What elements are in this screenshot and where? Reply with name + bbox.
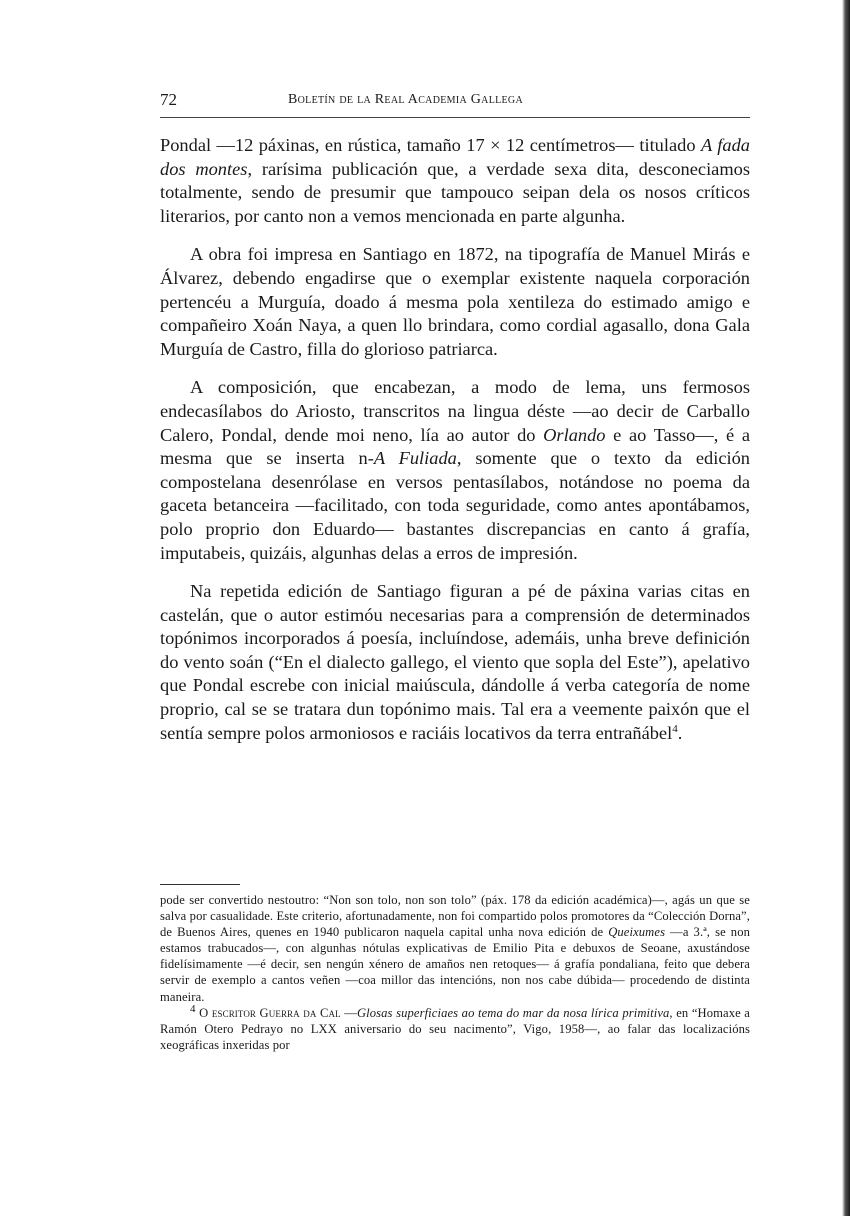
paragraph-4-end: . [677, 722, 683, 743]
paragraph-3-text-c: , somente que o texto da edición compostelana desenrólase en versos pentasílabos, notándose no poema da gaceta betanceira —facilitado, con toda seguridade, como antes apontábamos, polo proprio don Eduardo— bastantes discrepancias en canto á grafía, imputabeis, quizáis, algunhas delas a erros de impresión. [160, 448, 751, 563]
footnote-4 [160, 1002, 750, 1053]
body-text [160, 134, 750, 760]
title-queixumes: Queixumes [608, 925, 666, 940]
title-a-fada-dos-montes: A fada dos montes [160, 135, 750, 179]
page-header [160, 90, 750, 114]
footnote-4-separator: — [340, 1005, 357, 1020]
title-orlando: Orlando [543, 424, 606, 445]
footnotes [160, 892, 750, 1053]
page-number: 72 [160, 90, 177, 109]
title-a-fuliada: A Fuliada [373, 448, 457, 469]
paragraph-4 [160, 580, 750, 745]
footnote-rule [160, 884, 240, 885]
footnote-4-rest: , en “Homaxe a Ramón Otero Pedrayo no LXX aniversario do seu nacimento”, Vigo, 1958—, ao falar das localizacións xeográficas inxeridas por [160, 1005, 750, 1052]
footnote-continued-text-a: pode ser convertido nestoutro: “Non son tolo, non son tolo” (páx. 178 da edición académica)—, agás un que se salva por casualidade. Este criterio, afortunadamente, non foi compartido polos promotores da “Colección Dorna”, de Buenos Aires, quenes en 1940 publicaron naquela capital unha nova edición de [160, 893, 750, 940]
paragraph-2-text: A obra foi impresa en Santiago en 1872, na tipografía de Manuel Mirás e Álvarez, debendo engadirse que o exemplar existente naquela corporación pertencéu a Murguía, doado á mesma pola xentileza do estimado amigo e compañeiro Xoán Naya, a quen llo brindara, como cordial agasallo, dona Gala Murguía de Castro, filla do glorioso patriarca. [160, 244, 750, 359]
header-rule [160, 117, 750, 118]
footnote-4-number: 4 [190, 1002, 196, 1015]
footnote-continued [160, 892, 750, 1005]
page-edge-shadow [842, 0, 850, 1216]
paragraph-2 [160, 243, 750, 361]
paragraph-3-text-b: e ao Tasso—, é a mesma que se inserta n- [160, 424, 750, 469]
paragraph-4-text: Na repetida edición de Santiago figuran a pé de páxina varias citas en castelán, que o autor estimóu necesarias para a comprensión de determinados topónimos incorporados á poesía, incluíndose, ademáis, unha breve definición do vento soán (“En el dialecto gallego, el viento que sopla del Este”), apelativo que Pondal escrebe con inicial maiúscula, dándolle á verba categoría de nome proprio, cal se se tratara dun topónimo mais. Tal era a veemente paixón que el sentía sempre polos armoniosos e raciáis locativos da terra entrañábel [160, 581, 750, 743]
footnote-continued-text-b: —a 3.ª, se non estamos trabucados—, con algunhas nótulas explicativas de Emilio Pita e debuxos de Seoane, axustándose fidelísimamente —é decir, sen nengún xénero de amaños nen retoques— á grafía pondaliana, feito que debera servir de exemplo a cantos veñen —coa millor das intencións, non nos cabe dúbida— procedendo de distinta maneira. [160, 925, 750, 1004]
running-title: Boletín de la Real Academia Gallega [288, 92, 523, 107]
paragraph-3 [160, 376, 750, 565]
paragraph-3-text-a: A composición, que encabezan, a modo de lema, uns fermosos endecasílabos do Ariosto, transcritos na lingua déste —ao decir de Carballo Calero, Pondal, dende moi neno, lía ao autor do [160, 377, 750, 445]
footnote-reference[interactable]: 4 [672, 722, 678, 735]
paragraph-1-text-a: Pondal —12 páxinas, en rústica, tamaño 17 × 12 centímetros— titulado [160, 135, 701, 155]
footnote-4-title: Glosas superficiaes ao tema do mar da nosa lírica primitiva [356, 1005, 670, 1020]
paragraph-1-text-b: , rarísima publicación que, a verdade sexa dita, desconeciamos totalmente, sendo de presumir que tampouco seipan dela os nosos críticos literarios, por canto non a vemos mencionada en parte algunha. [160, 158, 750, 226]
paragraph-1 [160, 134, 750, 228]
footnote-4-author: O escritor Guerra da Cal [199, 1005, 341, 1020]
